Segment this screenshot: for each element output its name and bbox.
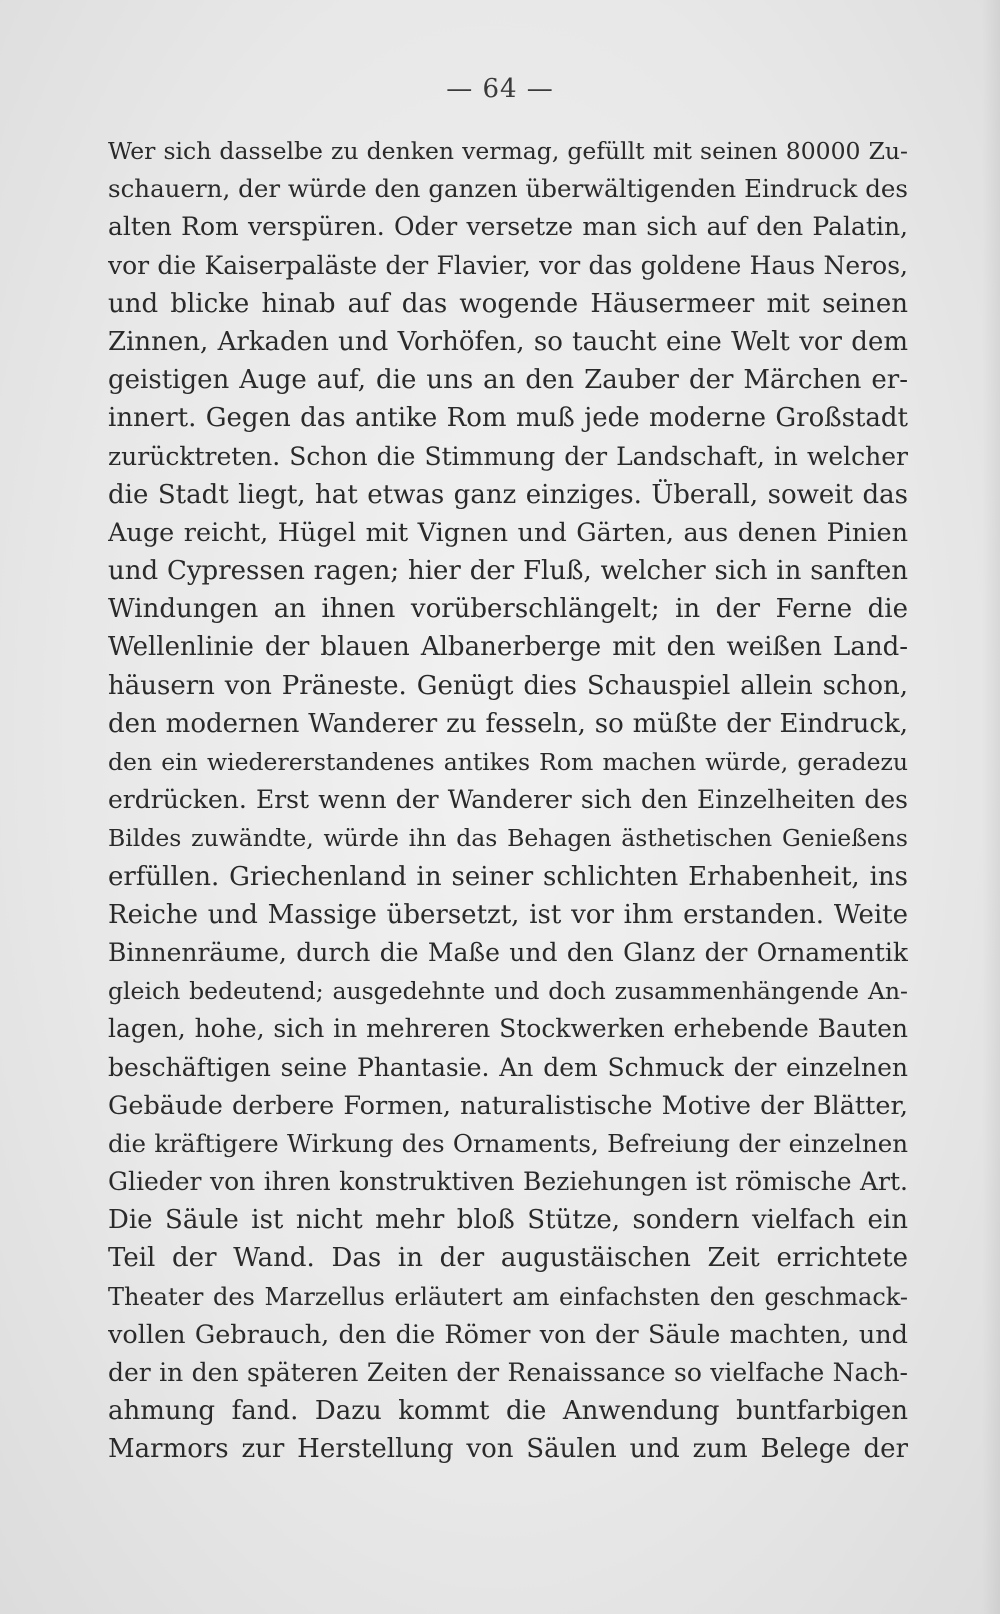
- text-line: erdrücken. Erst wenn der Wanderer sich den Einzelheiten des: [108, 785, 908, 815]
- text-line: lagen, hohe, sich in mehreren Stockwerken erhebende Bauten: [108, 1014, 908, 1044]
- text-line: die kräftigere Wirkung des Ornaments, Befreiung der einzelnen: [108, 1128, 908, 1158]
- text-line: die Stadt liegt, hat etwas ganz einziges. Überall, soweit das: [108, 479, 908, 510]
- text-line: Die Säule ist nicht mehr bloß Stütze, sondern vielfach ein: [108, 1205, 908, 1236]
- text-line: Theater des Marzellus erläutert am einfachsten den geschmack-: [108, 1282, 908, 1311]
- text-line: Glieder von ihren konstruktiven Beziehungen ist römische Art.: [108, 1167, 908, 1197]
- text-line: erfüllen. Griechenland in seiner schlichten Erhabenheit, ins: [108, 861, 908, 892]
- text-line: Gebäude derbere Formen, naturalistische Motive der Blätter,: [108, 1090, 908, 1121]
- text-line: zurücktreten. Schon die Stimmung der Landschaft, in welcher: [108, 441, 908, 471]
- text-line: Binnenräume, durch die Maße und den Glanz der Ornamentik: [108, 937, 908, 967]
- text-line: innert. Gegen das antike Rom muß jede moderne Großstadt: [108, 403, 908, 434]
- text-line: Reiche und Massige übersetzt, ist vor ihm erstanden. Weite: [108, 899, 908, 930]
- text-line: den ein wiedererstandenes antikes Rom machen würde, geradezu: [108, 748, 908, 776]
- text-line: alten Rom verspüren. Oder versetze man sich auf den Palatin,: [108, 212, 908, 242]
- text-line: häusern von Präneste. Genügt dies Schauspiel allein schon,: [108, 670, 908, 701]
- text-line: vor die Kaiserpaläste der Flavier, vor das goldene Haus Neros,: [108, 250, 908, 280]
- text-line: Wer sich dasselbe zu denken vermag, gefüllt mit seinen 80000 Zu-: [108, 137, 908, 165]
- text-line: Teil der Wand. Das in der augustäischen Zeit errichtete: [108, 1243, 908, 1274]
- text-line: Wellenlinie der blauen Albanerberge mit den weißen Land-: [108, 632, 908, 663]
- page-number: — 64 —: [446, 74, 554, 104]
- text-line: beschäftigen seine Phantasie. An dem Schmuck der einzelnen: [108, 1052, 908, 1082]
- text-line: den modernen Wanderer zu fesseln, so müßte der Eindruck,: [108, 708, 908, 739]
- body-text: [108, 132, 908, 1469]
- text-line: Bildes zuwändte, würde ihn das Behagen ästhetischen Genießens: [108, 824, 908, 853]
- text-line: ahmung fand. Dazu kommt die Anwendung buntfarbigen: [108, 1396, 908, 1427]
- text-line: schauern, der würde den ganzen überwältigenden Eindruck des: [108, 174, 908, 204]
- text-line: und blicke hinab auf das wogende Häusermeer mit seinen: [108, 288, 908, 319]
- text-line: geistigen Auge auf, die uns an den Zauber der Märchen er-: [108, 365, 908, 396]
- text-line: Auge reicht, Hügel mit Vignen und Gärten, aus denen Pinien: [108, 517, 908, 548]
- text-line: und Cypressen ragen; hier der Fluß, welcher sich in sanften: [108, 556, 908, 587]
- text-line: Zinnen, Arkaden und Vorhöfen, so taucht eine Welt vor dem: [108, 326, 908, 357]
- text-line: gleich bedeutend; ausgedehnte und doch zusammenhängende An-: [108, 977, 908, 1006]
- text-line: der in den späteren Zeiten der Renaissance so vielfache Nach-: [108, 1358, 908, 1387]
- text-line: Windungen an ihnen vorüberschlängelt; in der Ferne die: [108, 594, 908, 625]
- text-line: Marmors zur Herstellung von Säulen und zum Belege der: [108, 1434, 908, 1465]
- text-line: vollen Gebrauch, den die Römer von der Säule machten, und: [108, 1319, 908, 1350]
- page-edge-shadow: [982, 0, 1000, 1614]
